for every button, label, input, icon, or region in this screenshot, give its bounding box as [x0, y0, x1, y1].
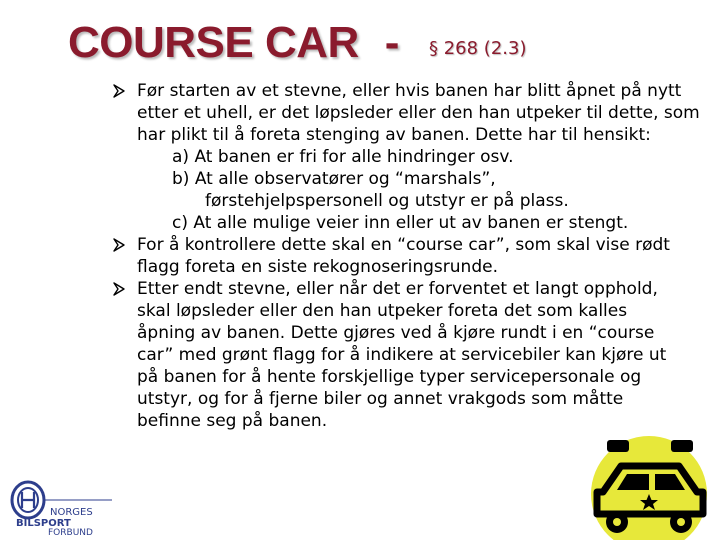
arrow-bullet-icon: [112, 278, 126, 300]
sub-item: c) At alle mulige veier inn eller ut av banen er stengt.: [172, 213, 629, 233]
logo-line1: NORGES: [50, 507, 93, 518]
sub-item: førstehjelpspersonell og utstyr er på plass.: [205, 191, 569, 211]
sub-item: b) At alle observatører og “marshals”,: [172, 169, 496, 189]
bullet-text: Før starten av et stevne, eller hvis banen har blitt åpnet på nytt etter et uhell, er det løpsleder eller den han utpeker til dette, som har plikt til å foreta stenging av banen. Dette har til hensikt:: [137, 81, 700, 145]
bullet-item: [112, 234, 708, 278]
bullet-text: For å kontrollere dette skal en “course car”, som skal vise rødt flagg foreta en siste rekognoseringsrunde.: [137, 235, 670, 277]
logo-line2: BILSPORT: [16, 518, 71, 529]
section-reference: § 268 (2.3): [429, 38, 527, 59]
slide-title: [68, 18, 399, 68]
title-main: COURSE CAR: [68, 18, 359, 67]
sub-item: a) At banen er fri for alle hindringer osv.: [172, 147, 514, 167]
slide-content: [112, 80, 708, 432]
title-dash: -: [384, 18, 399, 67]
course-car-badge-icon: [583, 430, 715, 540]
logo-line3: FORBUND: [48, 528, 93, 536]
bullet-text: Etter endt stevne, eller når det er forventet et langt opphold, skal løpsleder eller den han utpeker foreta det som kalles åpning av banen. Dette gjøres ved å kjøre rundt i en “course car” med grønt flagg for å indikere at servicebiler kan kjøre ut på banen for å hente forskjellige typer servicepersonale og utstyr, og for å fjerne biler og annet vrakgods som måtte befinne seg på banen.: [137, 279, 667, 431]
bullet-item: [112, 278, 708, 432]
nbf-logo: [8, 480, 114, 536]
arrow-bullet-icon: [112, 80, 126, 102]
arrow-bullet-icon: [112, 234, 126, 256]
bullet-item: [112, 80, 708, 146]
